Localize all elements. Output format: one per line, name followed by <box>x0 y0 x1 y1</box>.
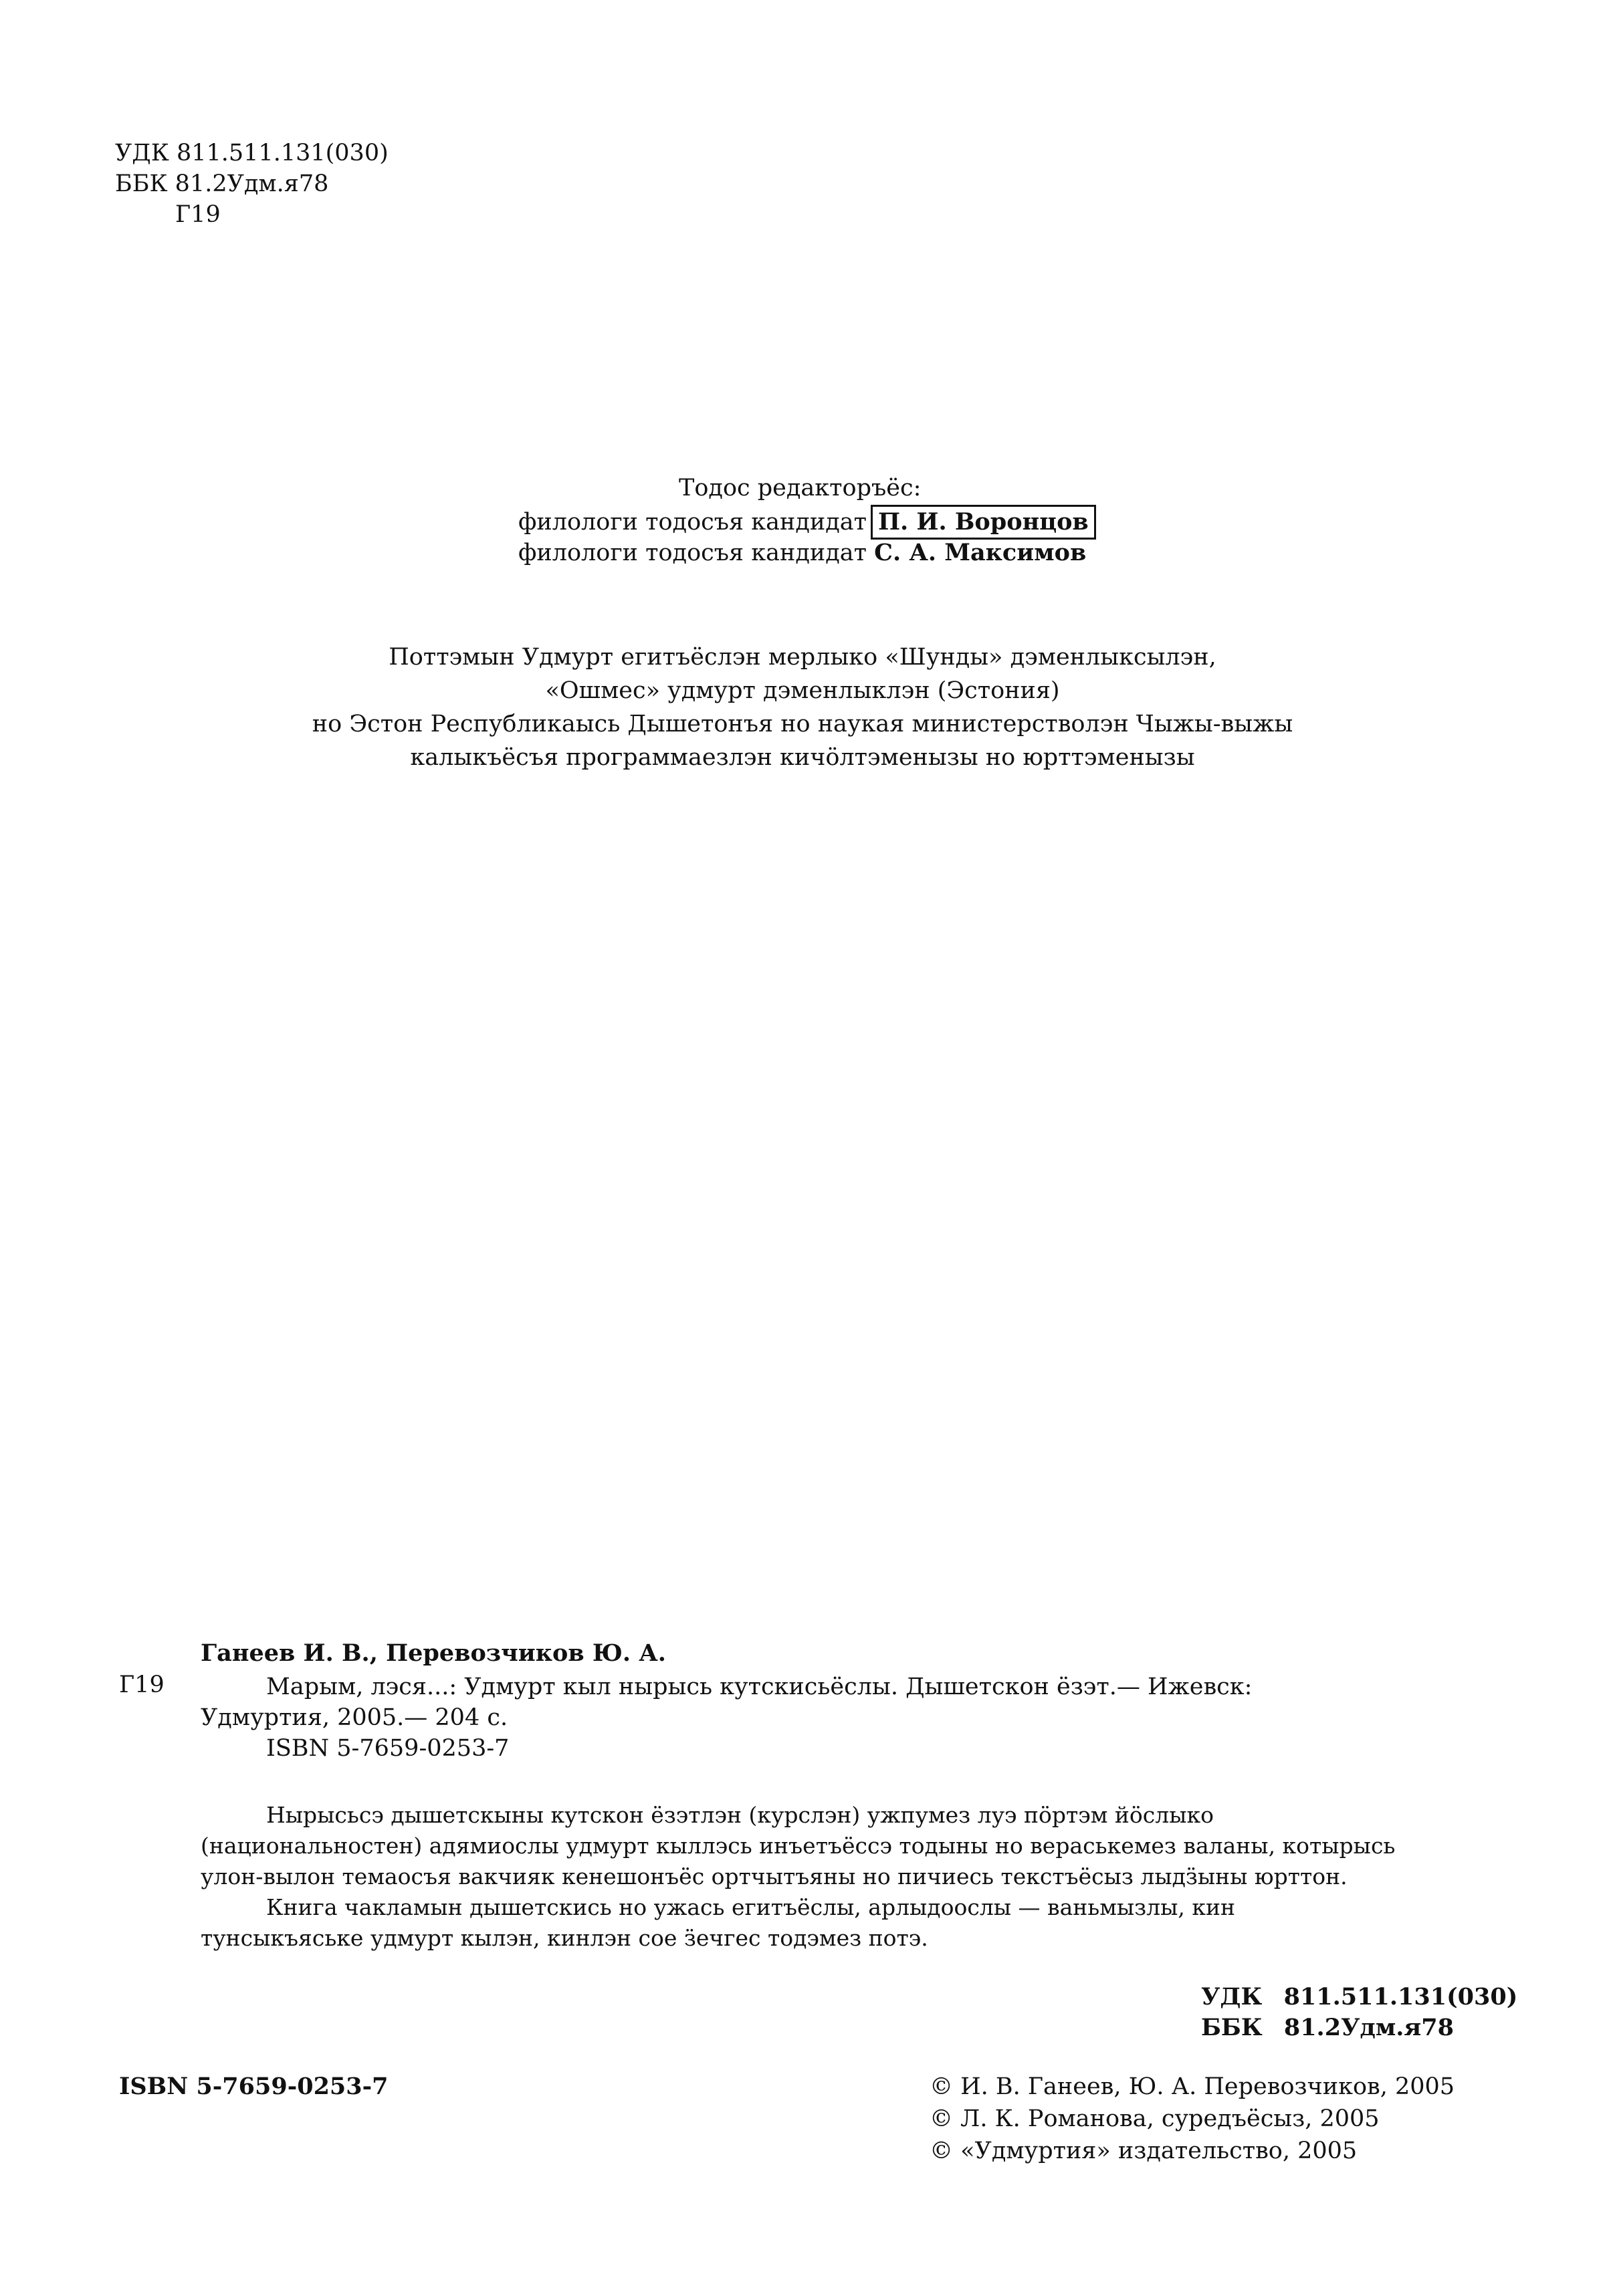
annotation-line: тунсыкъяське удмурт кылэн, кинлэн сое ӟечгес тодэмез потэ. <box>201 1925 928 1951</box>
bbk-bottom <box>1201 2013 1454 2043</box>
catalog-isbn: ISBN 5-7659-0253-7 <box>266 1735 510 1762</box>
isbn-bottom: ISBN 5-7659-0253-7 <box>119 2073 389 2100</box>
support-line: Поттэмын Удмурт егитъёслэн мерлыко «Шунды» дэменлыксылэн, <box>389 644 1216 671</box>
bbk-top: ББК 81.2Удм.я78 <box>115 170 329 197</box>
annotation-line: Нырысьсэ дышетскыны кутскон ёзэтлэн (курслэн) ужпумез луэ пӧртэм йӧслыко <box>266 1802 1214 1828</box>
annotation-line: (национальностен) адямиослы удмурт кыллэсь инъетъёссэ тодыны но вераськемез валаны, котырысь <box>201 1833 1396 1859</box>
udk-top: УДК 811.511.131(030) <box>115 140 389 166</box>
editor-line-2 <box>518 538 1086 568</box>
support-line: но Эстон Республикаысь Дышетонъя но наукая министерстволэн Чыжы-выжы <box>312 711 1293 737</box>
editor-2-name: С. А. Максимов <box>874 539 1087 566</box>
copyright-line: © И. В. Ганеев, Ю. А. Перевозчиков, 2005 <box>930 2073 1455 2100</box>
editor-1-degree: филологи тодосъя кандидат <box>518 509 867 536</box>
annotation-line: улон-вылон темаосъя вакчияк кенешонъёс ортчытъяны но пичиесь текстъёсыз лыдӟыны юрттон. <box>201 1863 1348 1889</box>
editors-heading: Тодос редакторъёс: <box>679 475 922 501</box>
udk-bottom <box>1201 1982 1517 2013</box>
bbk-bottom-value: 81.2Удм.я78 <box>1283 2014 1454 2041</box>
udk-bottom-label: УДК <box>1201 1983 1263 2011</box>
support-line: «Ошмес» удмурт дэменлыклэн (Эстония) <box>545 677 1060 704</box>
catalog-author-code: Г19 <box>119 1672 165 1698</box>
support-line: калыкъёсъя программаезлэн кичӧлтэменызы но юрттэменызы <box>410 744 1195 771</box>
catalog-title-line-2: Удмуртия, 2005.— 204 с. <box>201 1704 508 1731</box>
editor-1-name-boxed: П. И. Воронцов <box>871 505 1096 540</box>
annotation-line: Книга чакламын дышетскись но ужась егитъёслы, арлыдоослы — ваньмызлы, кин <box>266 1894 1236 1920</box>
udk-bottom-value: 811.511.131(030) <box>1283 1983 1518 2011</box>
catalog-title-line-1: Марым, лэся...: Удмурт кыл нырысь кутскисьёслы. Дышетскон ёзэт.— Ижевск: <box>266 1674 1253 1700</box>
editor-line-1 <box>518 505 1096 540</box>
editor-2-degree: филологи тодосъя кандидат <box>518 540 867 566</box>
catalog-authors: Ганеев И. В., Перевозчиков Ю. А. <box>201 1639 666 1667</box>
bbk-bottom-label: ББК <box>1201 2014 1263 2041</box>
copyright-line: © «Удмуртия» издательство, 2005 <box>930 2138 1358 2164</box>
copyright-line: © Л. К. Романова, суредъёсыз, 2005 <box>930 2105 1380 2132</box>
author-code-top: Г19 <box>175 201 221 228</box>
